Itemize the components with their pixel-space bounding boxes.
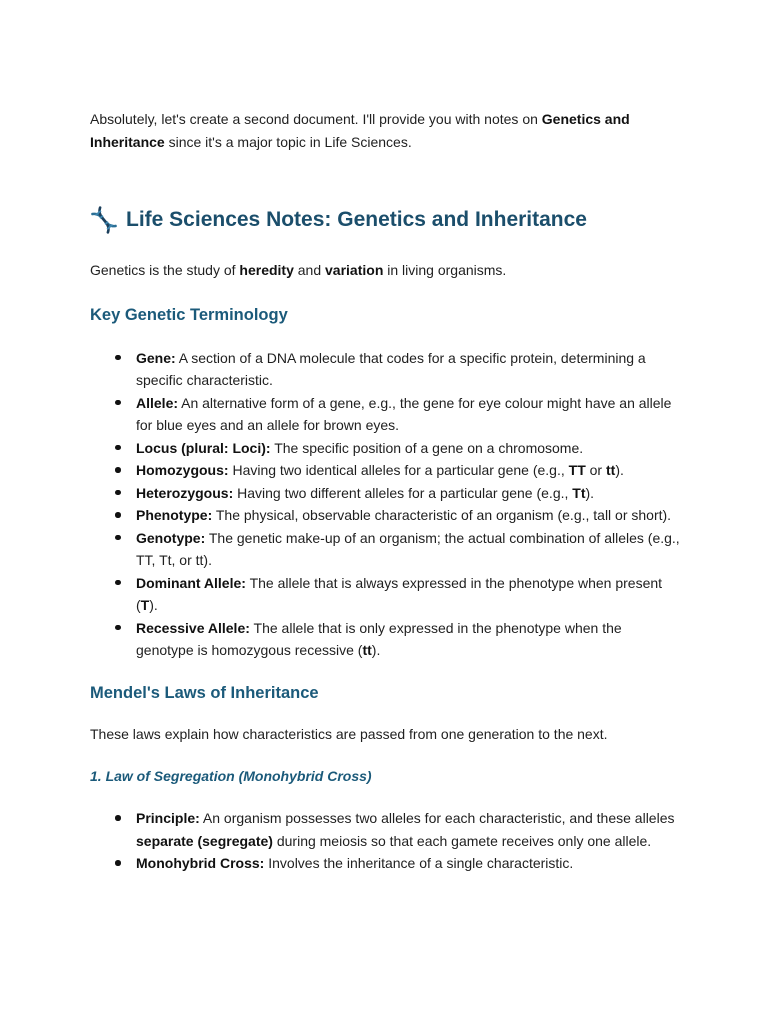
list-item: [90, 347, 680, 392]
term-text: The allele that is only expressed in the phenotype when the genotype is homozygous recessive (: [136, 619, 622, 658]
list-item: [90, 807, 680, 852]
intro-paragraph: [90, 108, 680, 153]
term-bold: tt: [362, 642, 372, 658]
term-label: Monohybrid Cross:: [136, 855, 265, 871]
term-text: Having two identical alleles for a particular gene (e.g.,: [228, 462, 569, 478]
definition-text-mid: and: [293, 262, 326, 278]
intro-text: Absolutely, let's create a second document. I'll provide you with notes on: [90, 111, 542, 127]
list-item: [90, 459, 680, 482]
term-text-end: ).: [149, 597, 158, 613]
term-text: The specific position of a gene on a chromosome.: [270, 439, 584, 456]
list-item: [90, 852, 680, 875]
term-bold: TT: [568, 462, 586, 478]
term-text: An organism possesses two alleles for each characteristic, and these alleles: [199, 810, 675, 826]
term-text: Involves the inheritance of a single characteristic.: [264, 855, 574, 871]
document: [90, 108, 680, 875]
subheading-law-of-segregation: 1. Law of Segregation (Monohybrid Cross): [90, 768, 372, 784]
term-bold: tt: [605, 462, 616, 478]
segregation-list: [90, 807, 680, 875]
term-label: Phenotype:: [136, 507, 213, 523]
definition-bold-variation: variation: [325, 262, 384, 278]
intro-bold: Genetics and Inheritance: [90, 111, 630, 150]
term-text: An alternative form of a gene, e.g., the gene for eye colour might have an allele for blue eyes and an allele for brown eyes.: [136, 394, 672, 433]
section-heading-mendel: Mendel's Laws of Inheritance: [90, 683, 319, 702]
term-bold: separate (segregate): [136, 832, 273, 849]
term-text-mid: or: [585, 462, 606, 478]
mendel-lead-paragraph: These laws explain how characteristics are passed from one generation to the next.: [90, 725, 608, 742]
term-text-end: during meiosis so that each gamete receives only one allele.: [272, 832, 652, 849]
page-title-text: Life Sciences Notes: Genetics and Inheritance: [126, 208, 587, 231]
term-text: The genetic make-up of an organism; the actual combination of alleles (e.g., TT, Tt, or tt).: [136, 529, 680, 568]
section-heading-terminology: Key Genetic Terminology: [90, 305, 288, 324]
list-item: [90, 617, 680, 662]
dna-icon: [90, 206, 118, 234]
list-item: [90, 392, 680, 437]
intro-text-end: since it's a major topic in Life Sciences.: [164, 133, 412, 150]
term-label: Gene:: [136, 349, 176, 366]
term-text-end: ).: [585, 484, 595, 501]
term-label: Homozygous:: [136, 462, 229, 478]
term-bold: T: [140, 597, 150, 613]
term-text: The allele that is always expressed in the phenotype when present (: [136, 574, 663, 613]
term-label: Heterozygous:: [136, 484, 234, 501]
definition-text: Genetics is the study of: [90, 262, 240, 278]
term-label: Allele:: [136, 394, 179, 411]
terminology-list: [90, 347, 680, 662]
list-item: [90, 504, 680, 527]
page-title: [90, 205, 680, 235]
term-text: Having two different alleles for a particular gene (e.g.,: [233, 484, 573, 501]
term-text-end: ).: [371, 642, 381, 658]
definition-bold-heredity: heredity: [239, 262, 294, 278]
term-text: The physical, observable characteristic of an organism (e.g., tall or short).: [212, 507, 672, 523]
term-text-end: ).: [615, 462, 624, 478]
term-text: A section of a DNA molecule that codes for a specific protein, determining a specific characteristic.: [136, 349, 646, 388]
term-bold: Tt: [572, 484, 586, 501]
definition-text-end: in living organisms.: [383, 262, 507, 278]
definition-paragraph: [90, 259, 680, 282]
list-item: [90, 482, 680, 505]
term-label: Recessive Allele:: [136, 619, 250, 636]
term-label: Locus (plural: Loci):: [136, 439, 271, 456]
term-label: Genotype:: [136, 529, 206, 546]
list-item: [90, 437, 680, 460]
term-label: Dominant Allele:: [136, 574, 246, 591]
list-item: [90, 572, 680, 617]
list-item: [90, 527, 680, 572]
term-label: Principle:: [136, 810, 200, 826]
